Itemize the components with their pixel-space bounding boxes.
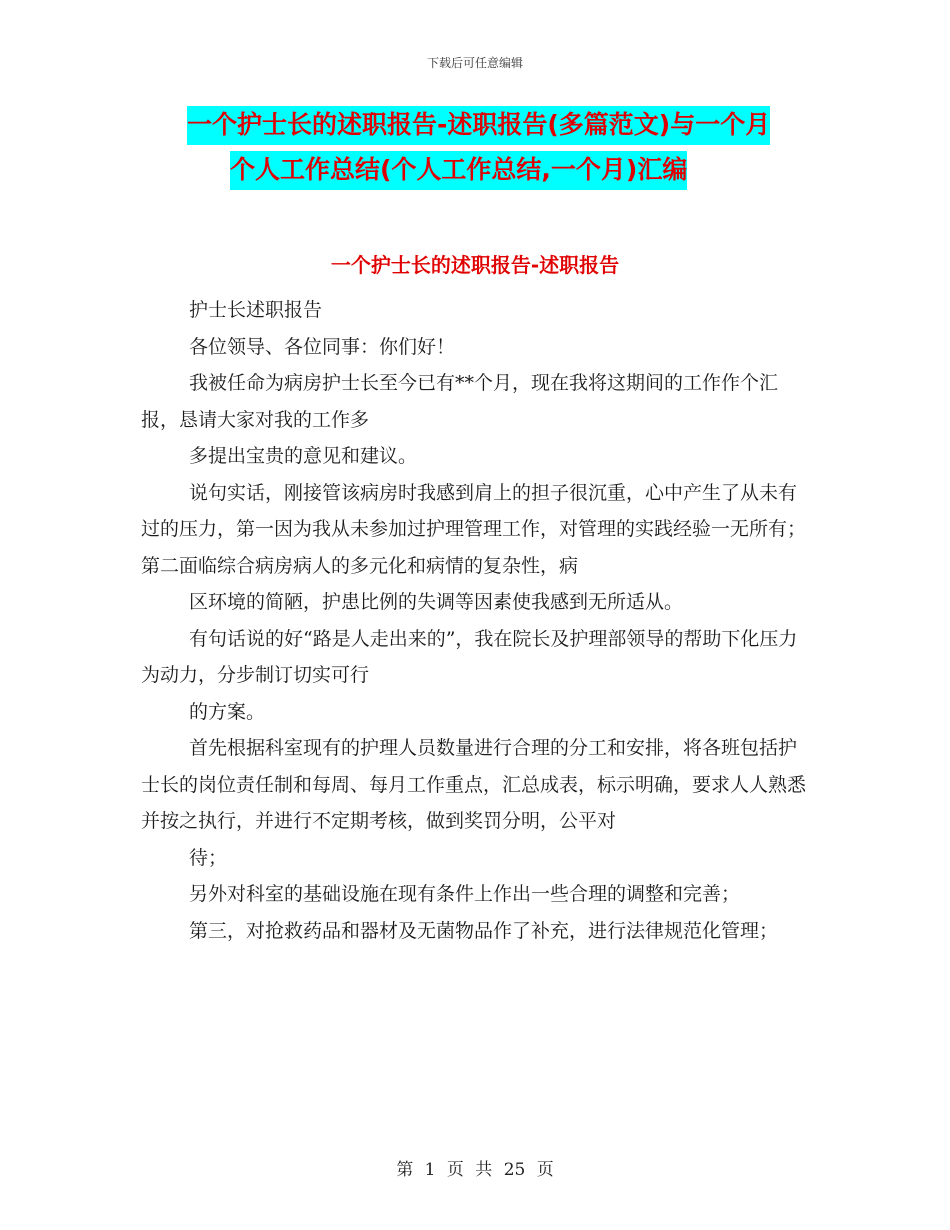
paragraph: 多提出宝贵的意见和建议。 <box>189 445 418 467</box>
body-text <box>141 292 811 949</box>
paragraph: 的方案。 <box>189 700 266 723</box>
section-title: 一个护士长的述职报告-述职报告 <box>330 253 620 277</box>
document-title <box>140 112 840 202</box>
title-line-2-text: 个人工作总结(个人工作总结,一个月)汇编 <box>230 151 687 190</box>
document-title-line-2 <box>140 157 840 195</box>
paragraph: 区环境的简陋，护患比例的失调等因素使我感到无所适从。 <box>189 591 684 613</box>
title-line-1-text: 一个护士长的述职报告-述职报告(多篇范文)与一个月 <box>187 106 770 145</box>
paragraph: 各位领导、各位同事：你们好！ <box>189 335 456 358</box>
paragraph: 第三，对抢救药品和器材及无菌物品作了补充，进行法律规范化管理； <box>189 919 779 942</box>
header-note: 下载后可任意编辑 <box>426 56 523 70</box>
paragraph: 首先根据科室现有的护理人员数量进行合理的分工和安排，将各班包括护士长的岗位责任制和每周、每月工作重点，汇总成表，标示明确，要求人人熟悉并按之执行，并进行不定期考核，做到奖罚分明，公平对 <box>141 737 807 832</box>
paragraph: 有句话说的好“路是人走出来的”，我在院长及护理部领导的帮助下化压力为动力，分步制订切实可行 <box>141 627 798 686</box>
paragraph: 护士长述职报告 <box>189 299 323 321</box>
document-title-line-1 <box>140 112 840 150</box>
paragraph: 另外对科室的基础设施在现有条件上作出一些合理的调整和完善； <box>189 883 741 905</box>
paragraph: 我被任命为病房护士长至今已有**个月，现在我将这期间的工作作个汇报，恳请大家对我的工作多 <box>141 372 779 431</box>
paragraph: 待； <box>189 846 228 869</box>
page-number-footer: 第 1 页 共 25 页 <box>396 1160 554 1180</box>
paragraph: 说句实话，刚接管该病房时我感到肩上的担子很沉重，心中产生了从未有过的压力，第一因为我从未参加过护理管理工作，对管理的实践经验一无所有；第二面临综合病房病人的多元化和病情的复杂性，病 <box>141 481 807 577</box>
